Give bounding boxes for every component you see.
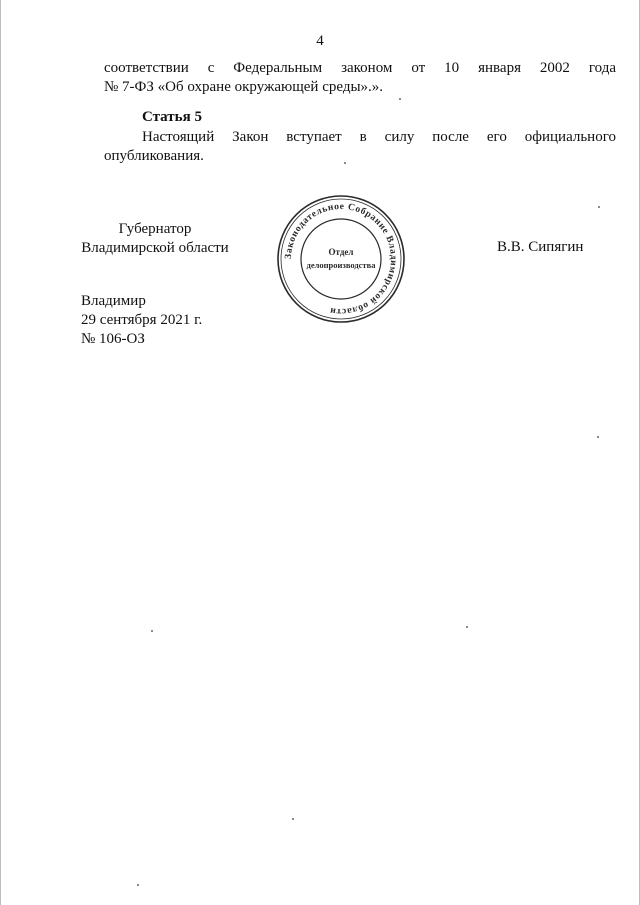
intro-line-1: соответствии с Федеральным законом от 10 января 2002 года [104,60,616,76]
article-heading: Статья 5 [142,109,202,125]
scan-speck [466,626,468,628]
law-number: № 106-ОЗ [81,331,145,347]
stamp-center-line-1: Отдел [328,247,354,257]
signer-title-line-1: Губернатор [118,221,192,237]
stamp-inner-ring [301,219,381,299]
issue-block [81,292,202,349]
scan-speck [344,162,346,164]
scan-speck [292,818,294,820]
intro-paragraph [104,59,616,97]
intro-line-2: № 7-ФЗ «Об охране окружающей среды».». [104,79,384,95]
signer-title-line-2: Владимирской области [81,240,229,256]
scan-speck [597,436,599,438]
article-line-1: Настоящий Закон вступает в силу после его официального [142,129,616,145]
scan-speck [598,206,600,208]
signer-name: В.В. Сипягин [497,239,584,255]
stamp-center-line-2: делопроизводства [306,260,376,270]
official-stamp [275,193,407,325]
issue-date: 29 сентября 2021 г. [81,312,203,328]
issue-place: Владимир [81,293,146,309]
stamp-ring-text: Законодательное Собрание Владимирской области [283,201,399,317]
stamp-outer-ring [278,196,404,322]
scan-edge-left [0,0,1,905]
stamp-outer-ring-inner [281,199,401,319]
signer-title [80,220,230,258]
article-paragraph [104,128,616,166]
scan-speck [151,630,153,632]
page-number: 4 [316,33,324,49]
scan-speck [137,884,139,886]
scan-speck [399,98,401,100]
article-line-2: опубликования. [104,148,204,164]
